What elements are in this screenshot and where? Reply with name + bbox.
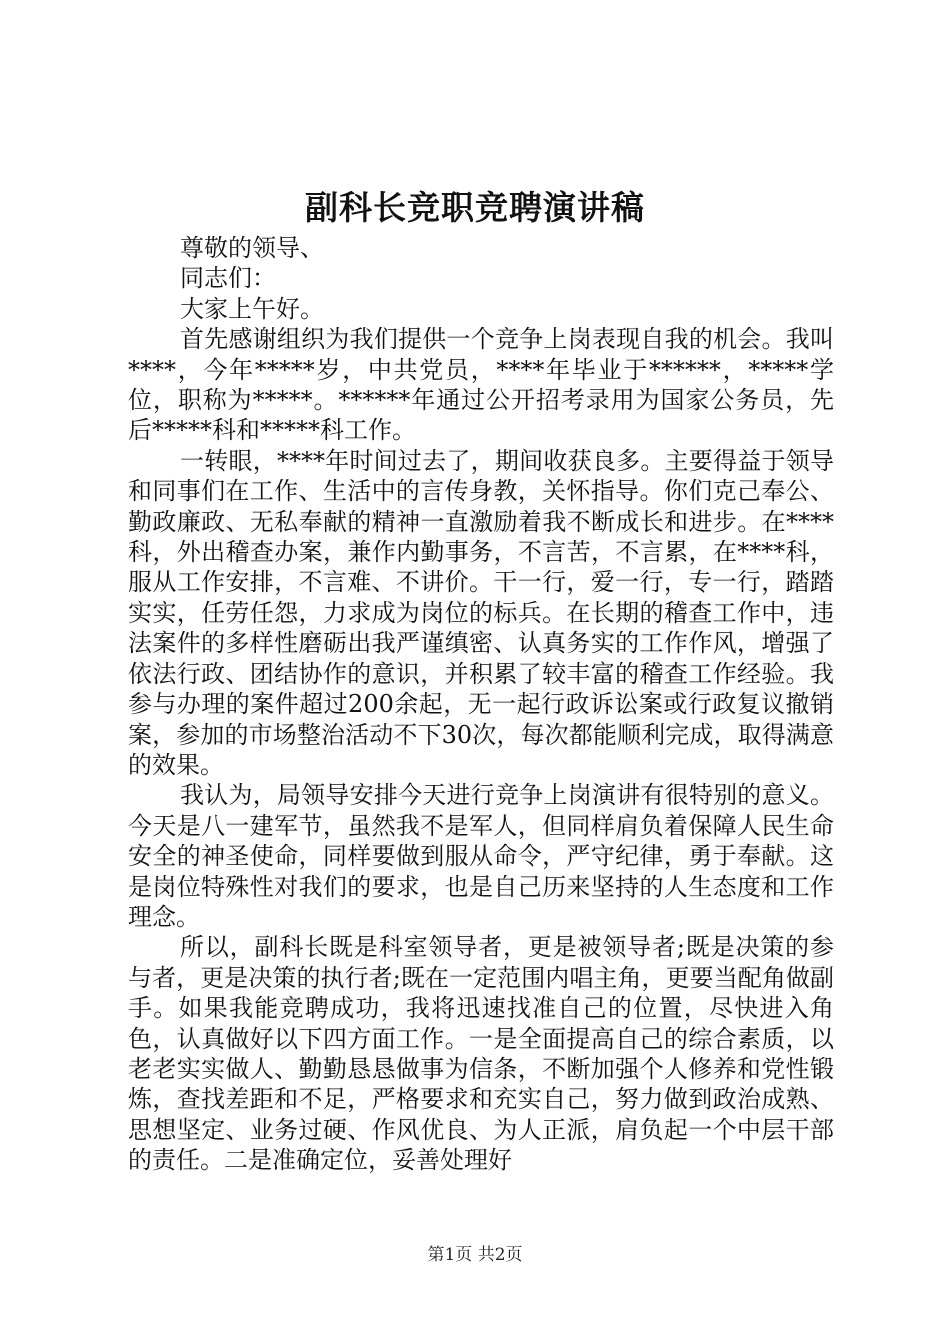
paragraph-experience: 一转眼，****年时间过去了，期间收获良多。主要得益于领导和同事们在工作、生活中的言传身教，关怀指导。你们克己奉公、勤政廉政、无私奉献的精神一直激励着我不断成长和进步。在****科，外出稽查办案，兼作内勤事务，不言苦，不言累，在****科，服从工作安排，不言难、不讲价。干一行，爱一行，专一行，踏踏实实，任劳任怨，力求成为岗位的标兵。在长期的稽查工作中，违法案件的多样性磨砺出我严谨缜密、认真务实的工作作风，增强了依法行政、团结协作的意识，并积累了较丰富的稽查工作经验。我参与办理的案件超过200余起，无一起行政诉讼案或行政复议撤销案，参加的市场整治活动不下30次，每次都能顺利完成，取得满意的效果。: [128, 446, 834, 779]
greeting-line: 大家上午好。: [180, 294, 324, 323]
document-title: 副科长竞职竞聘演讲稿: [305, 188, 645, 227]
paragraph-plan: 所以，副科长既是科室领导者，更是被领导者;既是决策的参与者，更是决策的执行者;既在一定范围内唱主角，更要当配角做副手。如果我能竞聘成功，我将迅速找准自己的位置，尽快进入角色，认真做好以下四方面工作。一是全面提高自己的综合素质，以老老实实做人、勤勤恳恳做事为信条，不断加强个人修养和党性锻炼，查找差距和不足，严格要求和充实自己，努力做到政治成熟、思想坚定、业务过硬、作风优良、为人正派，肩负起一个中层干部的责任。二是准确定位，妥善处理好: [128, 933, 834, 1175]
page-number-footer: 第1页 共2页: [427, 1245, 523, 1265]
document-body: [128, 233, 834, 1176]
paragraph-introduction: 首先感谢组织为我们提供一个竞争上岗表现自我的机会。我叫****，今年*****岁，中共党员，****年毕业于******，*****学位，职称为*****。******年通过公开招考录用为国家公务员，先后*****科和*****科工作。: [128, 325, 834, 445]
paragraph-significance: 我认为，局领导安排今天进行竞争上岗演讲有很特别的意义。今天是八一建军节，虽然我不是军人，但同样肩负着保障人民生命安全的神圣使命，同样要做到服从命令，严守纪律，勇于奉献。这是岗位特殊性对我们的要求，也是自己历来坚持的人生态度和工作理念。: [128, 781, 834, 931]
salutation-line-2: 同志们：: [180, 264, 276, 293]
salutation-line-1: 尊敬的领导、: [180, 234, 324, 262]
